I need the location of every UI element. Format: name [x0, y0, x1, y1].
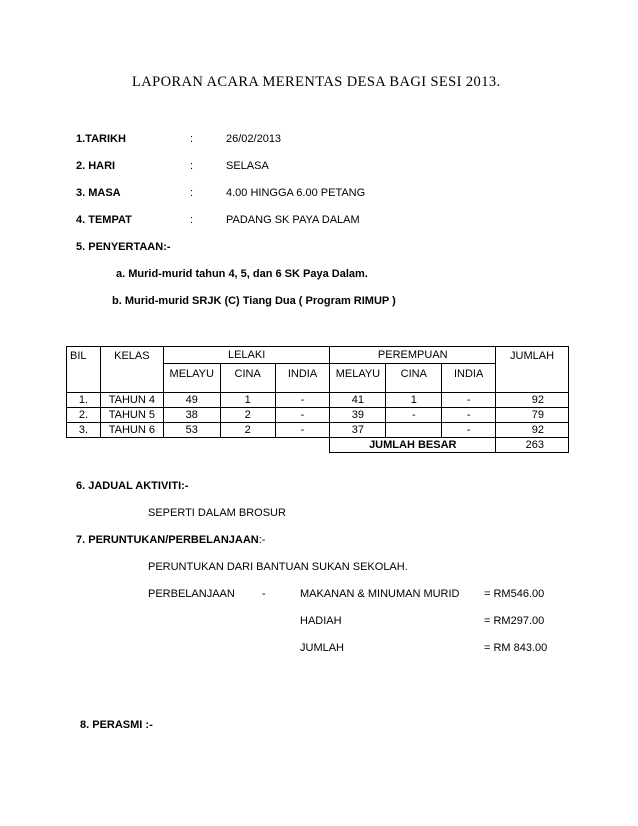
- schedule-heading: 6. JADUAL AKTIVITI:-: [76, 480, 189, 492]
- row-bil: 3.: [67, 423, 101, 438]
- table-row: [67, 423, 569, 438]
- place-value: PADANG SK PAYA DALAM: [226, 214, 360, 226]
- allocation-heading-wrapper: [76, 534, 265, 546]
- expense-item-amount: = RM297.00: [484, 615, 545, 627]
- place-label: 4. TEMPAT: [76, 214, 132, 226]
- expense-item-label: HADIAH: [300, 615, 342, 627]
- time-label: 3. MASA: [76, 187, 121, 199]
- row-bil: 2.: [67, 408, 101, 423]
- row-jumlah: 92: [496, 393, 569, 408]
- expenditure-label: PERBELANJAAN: [148, 588, 235, 600]
- table-total-row: [67, 438, 569, 453]
- row-lelaki-cina: 2: [220, 423, 275, 438]
- row-lelaki-melayu: 38: [163, 408, 220, 423]
- row-lelaki-india: -: [275, 423, 330, 438]
- row-kelas: TAHUN 5: [100, 408, 163, 423]
- row-jumlah: 92: [496, 423, 569, 438]
- row-lelaki-melayu: 49: [163, 393, 220, 408]
- expense-item-label: MAKANAN & MINUMAN MURID: [300, 588, 460, 600]
- date-label: 1.TARIKH: [76, 133, 126, 145]
- expense-item-amount: = RM546.00: [484, 588, 545, 600]
- header-bil: BIL: [67, 347, 101, 393]
- table-row: [67, 393, 569, 408]
- allocation-source: PERUNTUKAN DARI BANTUAN SUKAN SEKOLAH.: [148, 561, 408, 573]
- row-kelas: TAHUN 4: [100, 393, 163, 408]
- row-perempuan-india: -: [442, 393, 496, 408]
- day-value: SELASA: [226, 160, 269, 172]
- day-label: 2. HARI: [76, 160, 116, 172]
- header-perempuan: PEREMPUAN: [330, 347, 496, 364]
- row-perempuan-cina: -: [386, 408, 442, 423]
- expenditure-dash: -: [262, 588, 266, 600]
- row-lelaki-cina: 1: [220, 393, 275, 408]
- officiator-heading: 8. PERASMI :-: [80, 719, 153, 731]
- row-bil: 1.: [67, 393, 101, 408]
- row-lelaki-india: -: [275, 393, 330, 408]
- header-lelaki-cina: CINA: [220, 364, 275, 384]
- allocation-heading: 7. PERUNTUKAN/PERBELANJAAN: [76, 534, 259, 546]
- expense-total-amount: = RM 843.00: [484, 642, 548, 654]
- row-jumlah: 79: [496, 408, 569, 423]
- row-lelaki-cina: 2: [220, 408, 275, 423]
- participation-item-b: b. Murid-murid SRJK (C) Tiang Dua ( Program RIMUP ): [112, 295, 396, 307]
- row-perempuan-melayu: 41: [330, 393, 386, 408]
- day-separator: :: [190, 160, 194, 172]
- total-label: JUMLAH BESAR: [330, 438, 496, 453]
- header-lelaki-melayu: MELAYU: [163, 364, 220, 384]
- total-value: 263: [496, 438, 569, 453]
- time-separator: :: [190, 187, 194, 199]
- table-header-row: [67, 347, 569, 364]
- row-perempuan-cina: [386, 423, 442, 438]
- header-lelaki: LELAKI: [163, 347, 330, 364]
- header-perempuan-cina: CINA: [386, 364, 442, 384]
- page-title: LAPORAN ACARA MERENTAS DESA BAGI SESI 2013.: [132, 74, 501, 90]
- header-jumlah: JUMLAH: [496, 347, 569, 393]
- row-perempuan-melayu: 37: [330, 423, 386, 438]
- allocation-heading-suffix: :-: [258, 534, 266, 546]
- header-kelas: KELAS: [100, 347, 163, 393]
- date-separator: :: [190, 133, 194, 145]
- date-value: 26/02/2013: [226, 133, 282, 145]
- header-lelaki-india: INDIA: [275, 364, 330, 384]
- time-value: 4.00 HINGGA 6.00 PETANG: [226, 187, 366, 199]
- header-perempuan-india: INDIA: [442, 364, 496, 384]
- participation-item-a: a. Murid-murid tahun 4, 5, dan 6 SK Paya Dalam.: [116, 268, 368, 280]
- row-kelas: TAHUN 6: [100, 423, 163, 438]
- schedule-text: SEPERTI DALAM BROSUR: [148, 507, 286, 519]
- row-perempuan-india: -: [442, 408, 496, 423]
- row-perempuan-india: -: [442, 423, 496, 438]
- row-lelaki-melayu: 53: [163, 423, 220, 438]
- place-separator: :: [190, 214, 194, 226]
- participation-heading: 5. PENYERTAAN:-: [76, 241, 171, 253]
- row-lelaki-india: -: [275, 408, 330, 423]
- header-perempuan-melayu: MELAYU: [330, 364, 386, 384]
- participants-table: [66, 346, 569, 453]
- expense-total-label: JUMLAH: [300, 642, 345, 654]
- row-perempuan-cina: 1: [386, 393, 442, 408]
- row-perempuan-melayu: 39: [330, 408, 386, 423]
- table-row: [67, 408, 569, 423]
